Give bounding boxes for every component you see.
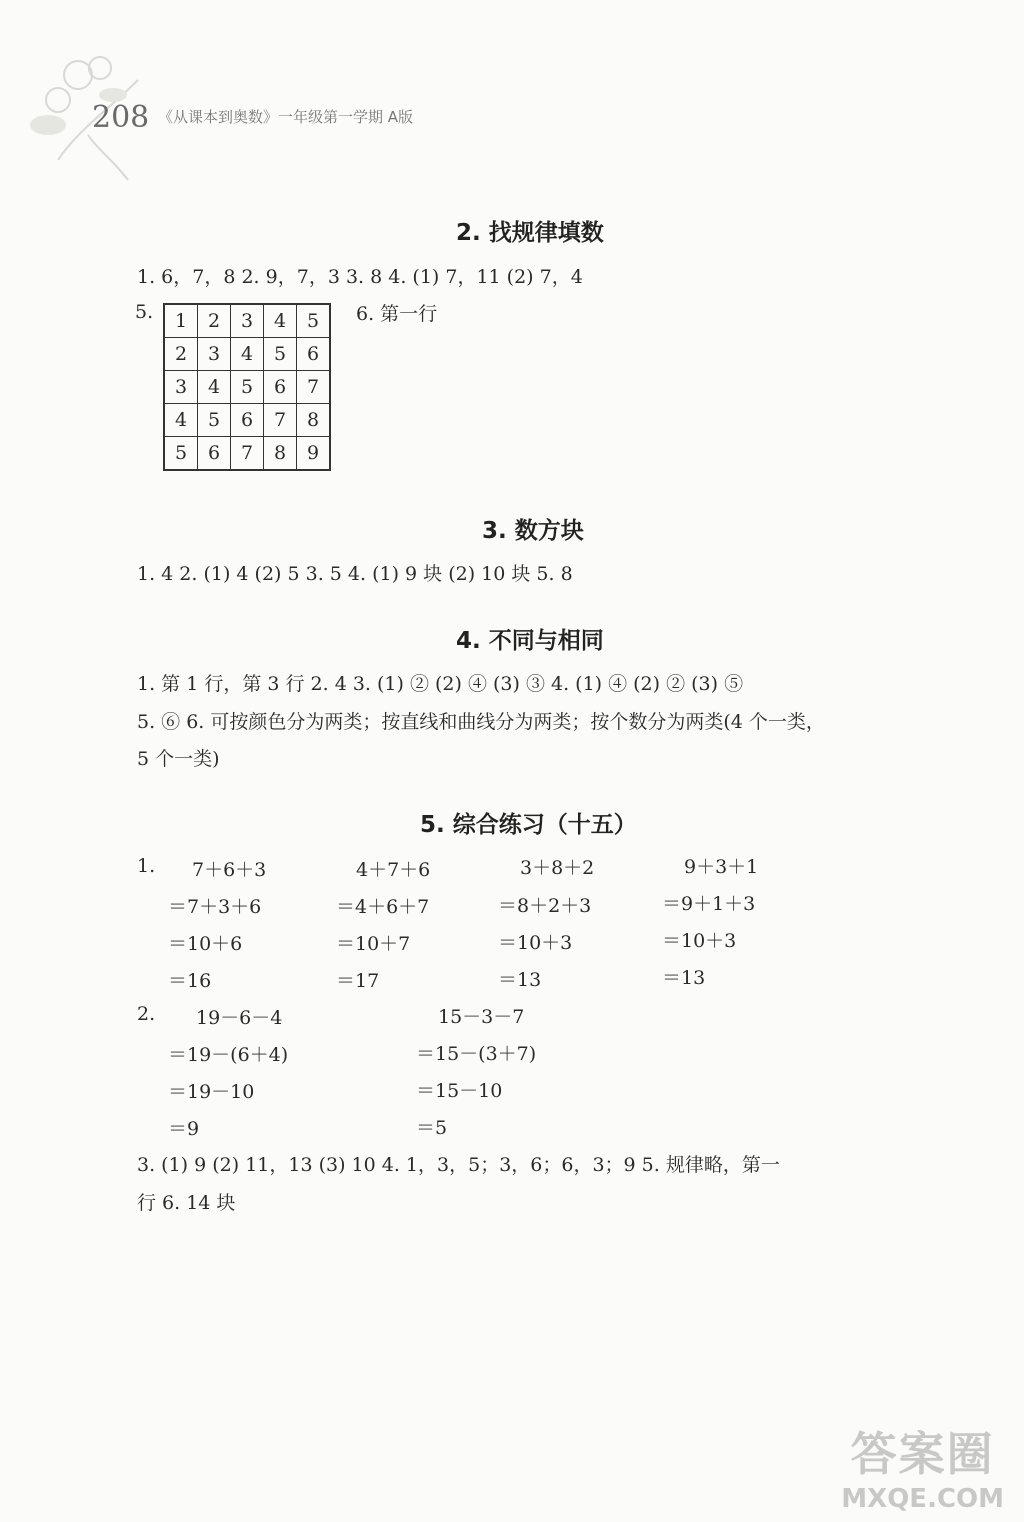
q1-label: 1. bbox=[137, 855, 156, 877]
grid-cell: 6 bbox=[297, 338, 331, 371]
q1-col2-step2: ＝4＋6＋7 bbox=[336, 896, 430, 918]
q2-col2-step4: ＝5 bbox=[416, 1117, 448, 1139]
grid-cell: 4 bbox=[231, 338, 264, 371]
page-number: 208 bbox=[92, 100, 150, 135]
number-grid bbox=[163, 303, 331, 471]
grid-cell: 3 bbox=[231, 304, 264, 338]
q1-col3-step4: ＝13 bbox=[498, 969, 542, 991]
grid-cell: 8 bbox=[264, 437, 297, 471]
grid-cell: 7 bbox=[231, 437, 264, 471]
q1-col1-step2: ＝7＋3＋6 bbox=[168, 896, 262, 918]
watermark-url: MXQE.COM bbox=[841, 1484, 1004, 1514]
section-heading-4: 4. 不同与相同 bbox=[456, 628, 604, 654]
section2-line1: 1. 6，7，8 2. 9，7，3 3. 8 4. (1) 7，11 (2) 7，4 bbox=[137, 266, 583, 288]
grid-cell: 1 bbox=[164, 304, 198, 338]
grid-cell: 7 bbox=[264, 404, 297, 437]
grid-cell: 5 bbox=[264, 338, 297, 371]
grid-cell: 2 bbox=[198, 304, 231, 338]
book-title: 《从课本到奥数》一年级第一学期 A版 bbox=[158, 108, 414, 126]
q1-col2-step1: 4＋7＋6 bbox=[356, 859, 431, 881]
q2-label: 2. bbox=[137, 1003, 156, 1025]
q2-col2-step3: ＝15－10 bbox=[416, 1080, 503, 1102]
section-heading-2: 2. 找规律填数 bbox=[456, 220, 604, 246]
grid-cell: 5 bbox=[297, 304, 331, 338]
grid-cell: 5 bbox=[198, 404, 231, 437]
q1-col3-step1: 3＋8＋2 bbox=[520, 857, 595, 879]
q2-col1-step3: ＝19－10 bbox=[168, 1081, 255, 1103]
grid-cell: 5 bbox=[164, 437, 198, 471]
grid-cell: 6 bbox=[198, 437, 231, 471]
grid-cell: 5 bbox=[231, 371, 264, 404]
item6-answer: 6. 第一行 bbox=[356, 303, 438, 325]
q1-col4-step3: ＝10＋3 bbox=[662, 930, 737, 952]
q1-col4-step2: ＝9＋1＋3 bbox=[662, 893, 756, 915]
q1-col4-step1: 9＋3＋1 bbox=[684, 856, 759, 878]
section4-line1: 1. 第 1 行，第 3 行 2. 4 3. (1) ② (2) ④ (3) ③ 4. (1) ④ (2) ② (3) ⑤ bbox=[137, 673, 744, 695]
section-heading-5: 5. 综合练习（十五） bbox=[420, 812, 637, 838]
section3-line1: 1. 4 2. (1) 4 (2) 5 3. 5 4. (1) 9 块 (2) 10 块 5. 8 bbox=[137, 563, 573, 585]
q2-col2-step2: ＝15－(3＋7) bbox=[416, 1043, 537, 1065]
q1-col1-step3: ＝10＋6 bbox=[168, 933, 243, 955]
grid-cell: 4 bbox=[198, 371, 231, 404]
grid-row bbox=[164, 304, 330, 338]
grid-cell: 3 bbox=[198, 338, 231, 371]
section4-line3: 5 个一类) bbox=[137, 748, 220, 770]
grid-row bbox=[164, 338, 330, 371]
watermark bbox=[841, 1418, 1004, 1514]
grid-row bbox=[164, 371, 330, 404]
section4-line2: 5. ⑥ 6. 可按颜色分为两类；按直线和曲线分为两类；按个数分为两类(4 个一类， bbox=[137, 711, 825, 733]
q2-col1-step4: ＝9 bbox=[168, 1118, 200, 1140]
grid-row bbox=[164, 404, 330, 437]
q1-col1-step4: ＝16 bbox=[168, 970, 212, 992]
q2-col1-step2: ＝19－(6＋4) bbox=[168, 1044, 289, 1066]
item5-label: 5. bbox=[135, 301, 154, 323]
q1-col3-step2: ＝8＋2＋3 bbox=[498, 895, 592, 917]
grid-row bbox=[164, 437, 330, 471]
grid-cell: 4 bbox=[264, 304, 297, 338]
q1-col2-step4: ＝17 bbox=[336, 970, 380, 992]
grid-cell: 3 bbox=[164, 371, 198, 404]
q2-col1-step1: 19－6－4 bbox=[196, 1007, 283, 1029]
grid-cell: 6 bbox=[264, 371, 297, 404]
watermark-logo: 答案圈 bbox=[850, 1427, 995, 1481]
grid-cell: 9 bbox=[297, 437, 331, 471]
section5-line4: 行 6. 14 块 bbox=[137, 1192, 236, 1214]
grid-cell: 7 bbox=[297, 371, 331, 404]
section-heading-3: 3. 数方块 bbox=[482, 518, 584, 544]
q1-col2-step3: ＝10＋7 bbox=[336, 933, 411, 955]
q2-col2-step1: 15－3－7 bbox=[438, 1006, 525, 1028]
q1-col1-step1: 7＋6＋3 bbox=[192, 859, 267, 881]
section5-line3: 3. (1) 9 (2) 11，13 (3) 10 4. 1，3，5；3，6；6，3；9 5. 规律略，第一 bbox=[137, 1154, 780, 1176]
q1-col4-step4: ＝13 bbox=[662, 967, 706, 989]
grid-cell: 6 bbox=[231, 404, 264, 437]
grid-cell: 8 bbox=[297, 404, 331, 437]
q1-col3-step3: ＝10＋3 bbox=[498, 932, 573, 954]
grid-cell: 2 bbox=[164, 338, 198, 371]
grid-cell: 4 bbox=[164, 404, 198, 437]
